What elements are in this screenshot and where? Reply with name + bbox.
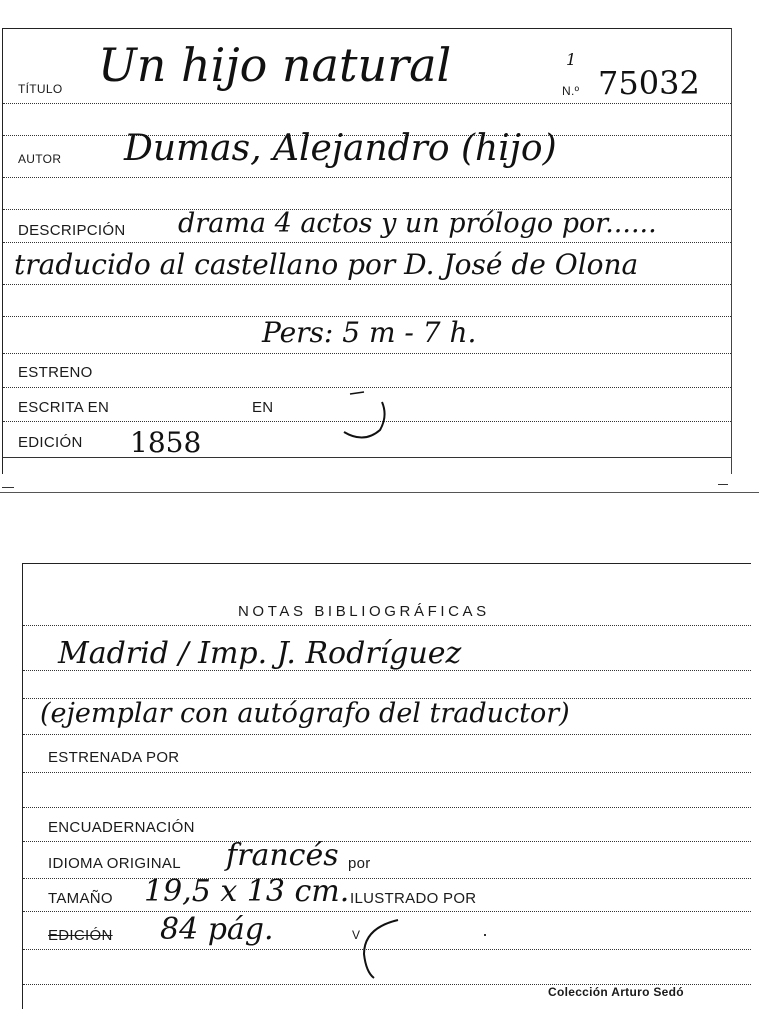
- notas-line2: (ejemplar con autógrafo del traductor): [40, 698, 570, 729]
- stamp-arc-mark: [336, 390, 396, 448]
- notas-title: NOTAS BIBLIOGRÁFICAS: [238, 603, 490, 620]
- estreno-label: ESTRENO: [18, 364, 93, 381]
- ruled-line: [3, 387, 731, 388]
- card-divider: [0, 492, 759, 493]
- descripcion-line2: traducido al castellano por D. José de Olona: [14, 248, 639, 281]
- ruled-line: [3, 103, 731, 104]
- ruled-line: [23, 911, 751, 912]
- autor-value: Dumas, Alejandro (hijo): [124, 128, 557, 169]
- numero-value: 75032: [598, 64, 700, 102]
- en-label: EN: [252, 399, 274, 416]
- notas-line1: Madrid / Imp. J. Rodríguez: [58, 636, 462, 671]
- idioma-value: francés: [226, 838, 339, 873]
- titulo-label: TÍTULO: [18, 82, 63, 96]
- ruled-line: [3, 457, 731, 458]
- tamano-label: TAMAÑO: [48, 890, 113, 907]
- ilustrado-label: ILUSTRADO POR: [350, 890, 477, 907]
- autor-label: AUTOR: [18, 152, 62, 166]
- escrita-en-label: ESCRITA EN: [18, 399, 110, 416]
- ink-dot: [484, 934, 486, 936]
- ruled-line: [3, 242, 731, 243]
- ruled-line: [23, 734, 751, 735]
- tick-mark: [2, 487, 14, 488]
- coleccion-label: Colección Arturo Sedó: [548, 985, 684, 999]
- edicion-label-struck: EDICIÓN: [48, 927, 113, 944]
- por-label: por: [348, 855, 371, 872]
- ruled-line: [3, 353, 731, 354]
- stamp-arc-mark: [358, 914, 408, 982]
- edicion-value: 1858: [130, 426, 202, 459]
- numero-label: N.º: [562, 84, 580, 98]
- tick-mark: [718, 484, 728, 485]
- titulo-value: Un hijo natural: [98, 38, 452, 92]
- ruled-line: [23, 807, 751, 808]
- ruled-line: [23, 841, 751, 842]
- idioma-label: IDIOMA ORIGINAL: [48, 855, 181, 872]
- edicion-label: EDICIÓN: [18, 434, 83, 451]
- v-mark: V: [352, 928, 361, 942]
- ruled-line: [23, 625, 751, 626]
- descripcion-line1: drama 4 actos y un prólogo por......: [178, 208, 657, 239]
- ruled-line: [3, 284, 731, 285]
- ruled-line: [3, 177, 731, 178]
- personajes-value: Pers: 5 m - 7 h.: [262, 316, 477, 349]
- ruled-line: [23, 772, 751, 773]
- estrenada-por-label: ESTRENADA POR: [48, 749, 180, 766]
- descripcion-label: DESCRIPCIÓN: [18, 222, 126, 239]
- encuadernacion-label: ENCUADERNACIÓN: [48, 819, 195, 836]
- tamano-value: 19,5 x 13 cm.: [144, 874, 350, 909]
- ruled-line: [23, 878, 751, 879]
- paginas-value: 84 pág.: [160, 912, 274, 947]
- numero-prefix: 1: [566, 50, 577, 69]
